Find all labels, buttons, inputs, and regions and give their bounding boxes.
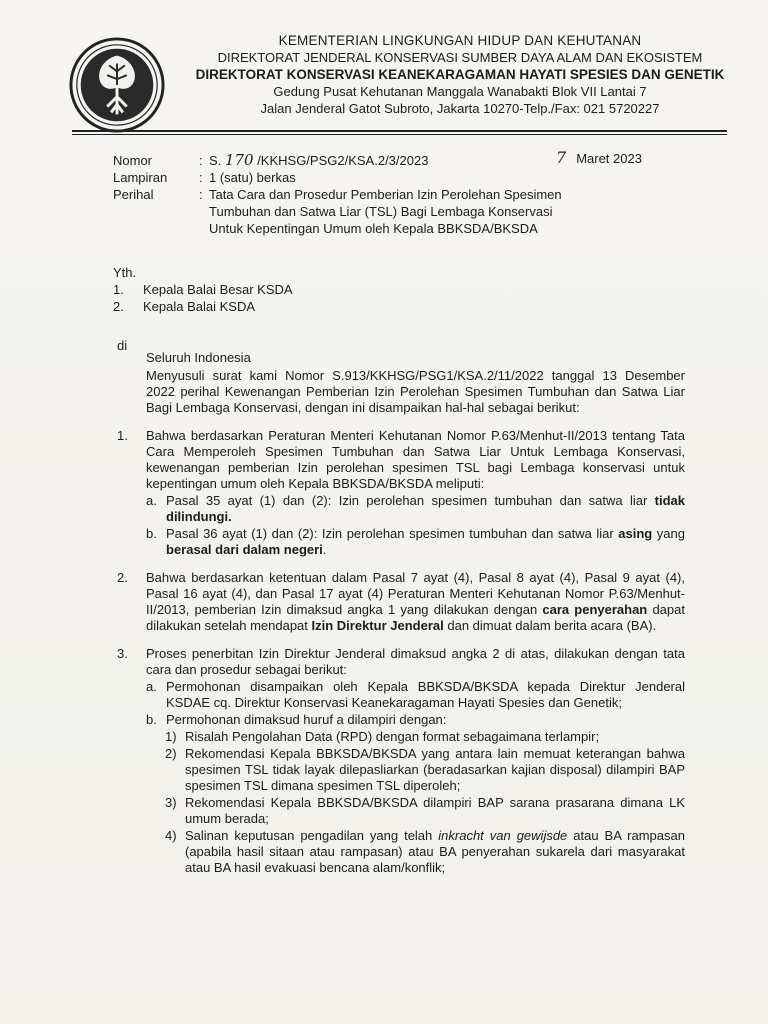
- point-1a: a. Pasal 35 ayat (1) dan (2): Izin perolehan spesimen tumbuhan dan satwa liar tidak dilindungi.: [146, 493, 685, 524]
- letterhead-divider-thin: [72, 134, 727, 135]
- point-3: 3. Proses penerbitan Izin Direktur Jenderal dimaksud angka 2 di atas, dilakukan dengan tata cara dan prosedur sebagai berikut: a. Permohonan disampaikan oleh Kepala BBKSDA/BKSDA kepada Direktur Jenderal KSDAE cq. Direktur Konservasi Keanekaragaman Hayati Spesies dan Genetik; b. Permohonan dimaksud huruf a dilampiri dengan: 1) Risalah Pengolahan Data (RPD) dengan format sebagaimana terlampir; 2) Rekomendasi Kepala BBKSDA/BKSDA yang antara lain memuat keterangan bahwa spesimen TSL tidak layak dilepasliarkan (beradasarkan kajian disposal) dilampiri BAP spesimen TSL dimana spesimen TSL diperoleh; 3) Rekomendasi Kepala BBKSDA/BKSDA dilampiri BAP sarana prasarana dimana LK umum berada; 4) Salinan keputusan pengadilan yang telah inkracht van gewijsde atau BA rampasan (apabila hasil sitaan atau rampasan) atau BA penyerahan sukarela dari masyarakat atau BA hasil evakuasi bencana alam/konflik;: [117, 646, 685, 875]
- emphasis-izin-dirjen: Izin Direktur Jenderal: [311, 618, 444, 633]
- emphasis-tidak-dilindungi: tidak dilindungi.: [166, 493, 685, 524]
- letter-meta: [113, 152, 569, 237]
- point-1b: b. Pasal 36 ayat (1) dan (2): Izin perolehan spesimen tumbuhan dan satwa liar asing yang berasal dari dalam negeri.: [146, 526, 685, 557]
- directorate-name: DIREKTORAT KONSERVASI KEANEKARAGAMAN HAYATI SPESIES DAN GENETIK: [195, 67, 725, 82]
- list-item: 3) Rekomendasi Kepala BBKSDA/BKSDA dilampiri BAP sarana prasarana dimana LK umum berada;: [165, 795, 685, 826]
- nomor-row: Nomor : S. 170 /KKHSG/PSG2/KSA.2/3/2023: [113, 152, 569, 169]
- yth: Yth.: [113, 265, 137, 280]
- lampiran-row: Lampiran : 1 (satu) berkas: [113, 169, 569, 186]
- point-3b: b. Permohonan dimaksud huruf a dilampiri dengan:: [146, 712, 447, 727]
- perihal-label: Perihal: [113, 187, 154, 202]
- ministry-name: KEMENTERIAN LINGKUNGAN HIDUP DAN KEHUTANAN: [278, 33, 642, 48]
- perihal-row: Perihal : Tata Cara dan Prosedur Pemberian Izin Perolehan Spesimen Tumbuhan dan Satwa Liar (TSL) Bagi Lembaga Konservasi Untuk Kepentingan Umum oleh Kepala BBKSDA/BKSDA: [113, 186, 569, 237]
- list-item: 1) Risalah Pengolahan Data (RPD) dengan format sebagaimana terlampir;: [165, 729, 600, 744]
- letterhead: [170, 32, 750, 117]
- di-label: di: [117, 338, 128, 353]
- nomor-suffix: /KKHSG/PSG2/KSA.2/3/2023: [257, 153, 429, 168]
- nomor-prefix: S.: [209, 153, 222, 168]
- point-3-text: Proses penerbitan Izin Direktur Jenderal dimaksud angka 2 di atas, dilakukan dengan tata cara dan prosedur sebagai berikut:: [146, 646, 685, 677]
- point-1-text: Bahwa berdasarkan Peraturan Menteri Kehutanan Nomor P.63/Menhut-II/2013 tentang Tata Cara Memperoleh Spesimen Tumbuhan dan Satwa Liar Untuk Lembaga Konservasi, kewenangan pemberian Izin perolehan spesimen TSL bagi Lembaga konservasi untuk kepentingan umum oleh Kepala BBKSDA/BKSDA meliputi:: [146, 428, 685, 491]
- intro-paragraph: Menyusuli surat kami Nomor S.913/KKHSG/PSG1/KSA.2/11/2022 tanggal 13 Desember 2022 perihal Kewenangan Pemberian Izin Perolehan Spesimen Tumbuhan dan Satwa Liar Bagi Lembaga Konservasi, dengan ini disampaikan hal-hal sebagai berikut:: [146, 368, 685, 415]
- point-2: 2. Bahwa berdasarkan ketentuan dalam Pasal 7 ayat (4), Pasal 8 ayat (4), Pasal 9 ayat (4), Pasal 16 ayat (4), dan Pasal 17 ayat (4) Peraturan Menteri Kehutanan Nomor P.63/Menhut-II/2013, pemberian Izin dimaksud angka 1 yang dilakukan dengan cara penyerahan dapat dilakukan setelah mendapat Izin Direktur Jenderal dan dimuat dalam berita acara (BA).: [117, 570, 685, 633]
- nomor-label: Nomor: [113, 153, 153, 168]
- list-item: 2) Rekomendasi Kepala BBKSDA/BKSDA yang antara lain memuat keterangan bahwa spesimen TSL tidak layak dilepasliarkan (beradasarkan kajian disposal) dilampiri BAP spesimen TSL dimana spesimen TSL diperoleh;: [165, 746, 685, 793]
- addressee-item: 1. Kepala Balai Besar KSDA: [113, 282, 293, 297]
- perihal-value: Tata Cara dan Prosedur Pemberian Izin Perolehan Spesimen Tumbuhan dan Satwa Liar (TSL) Bagi Lembaga Konservasi Untuk Kepentingan Umum oleh Kepala BBKSDA/BKSDA: [209, 187, 562, 236]
- letter-body: [117, 368, 685, 876]
- list-item: 4) Salinan keputusan pengadilan yang telah inkracht van gewijsde atau BA rampasan (apabila hasil sitaan atau rampasan) atau BA penyerahan sukarela dari masyarakat atau BA hasil evakuasi bencana alam/konflik;: [165, 828, 685, 875]
- office-building: Gedung Pusat Kehutanan Manggala Wanabakti Blok VII Lantai 7: [273, 84, 647, 99]
- letter-date: [556, 148, 642, 167]
- nomor-value: [209, 152, 569, 169]
- addressee-location: Seluruh Indonesia: [146, 350, 251, 365]
- emphasis-cara-penyerahan: cara penyerahan: [542, 602, 648, 617]
- lampiran-label: Lampiran: [113, 170, 168, 185]
- emphasis-asing: asing: [618, 526, 653, 541]
- point-1: 1. Bahwa berdasarkan Peraturan Menteri Kehutanan Nomor P.63/Menhut-II/2013 tentang Tata Cara Memperoleh Spesimen Tumbuhan dan Satwa Liar Untuk Lembaga Konservasi, kewenangan pemberian Izin perolehan spesimen TSL bagi Lembaga konservasi untuk kepentingan umum oleh Kepala BBKSDA/BKSDA meliputi: a. Pasal 35 ayat (1) dan (2): Izin perolehan spesimen tumbuhan dan satwa liar tidak dilindungi. b. Pasal 36 ayat (1) dan (2): Izin perolehan spesimen tumbuhan dan satwa liar asing yang berasal dari dalam negeri.: [117, 428, 685, 557]
- lampiran-value: 1 (satu) berkas: [209, 170, 296, 185]
- addressee-block: [113, 264, 293, 315]
- ministry-emblem-icon: [68, 36, 166, 134]
- legal-term-inkracht: inkracht van gewijsde: [438, 828, 568, 843]
- nomor-handwritten: 170: [224, 151, 254, 169]
- date-handwritten: 7: [556, 148, 567, 167]
- point-3a: a. Permohonan disampaikan oleh Kepala BBKSDA/BKSDA kepada Direktur Jenderal KSDAE cq. Direktur Konservasi Keanekaragaman Hayati Spesies dan Genetik;: [146, 679, 685, 710]
- office-address: Jalan Jenderal Gatot Subroto, Jakarta 10270-Telp./Fax: 021 5720227: [260, 101, 660, 116]
- directorate-general-name: DIREKTORAT JENDERAL KONSERVASI SUMBER DAYA ALAM DAN EKOSISTEM: [217, 50, 703, 65]
- emphasis-dalam-negeri: berasal dari dalam negeri: [166, 542, 323, 557]
- letterhead-divider-thick: [72, 130, 727, 132]
- date-text: Maret 2023: [576, 151, 642, 166]
- addressee-item: 2. Kepala Balai KSDA: [113, 299, 256, 314]
